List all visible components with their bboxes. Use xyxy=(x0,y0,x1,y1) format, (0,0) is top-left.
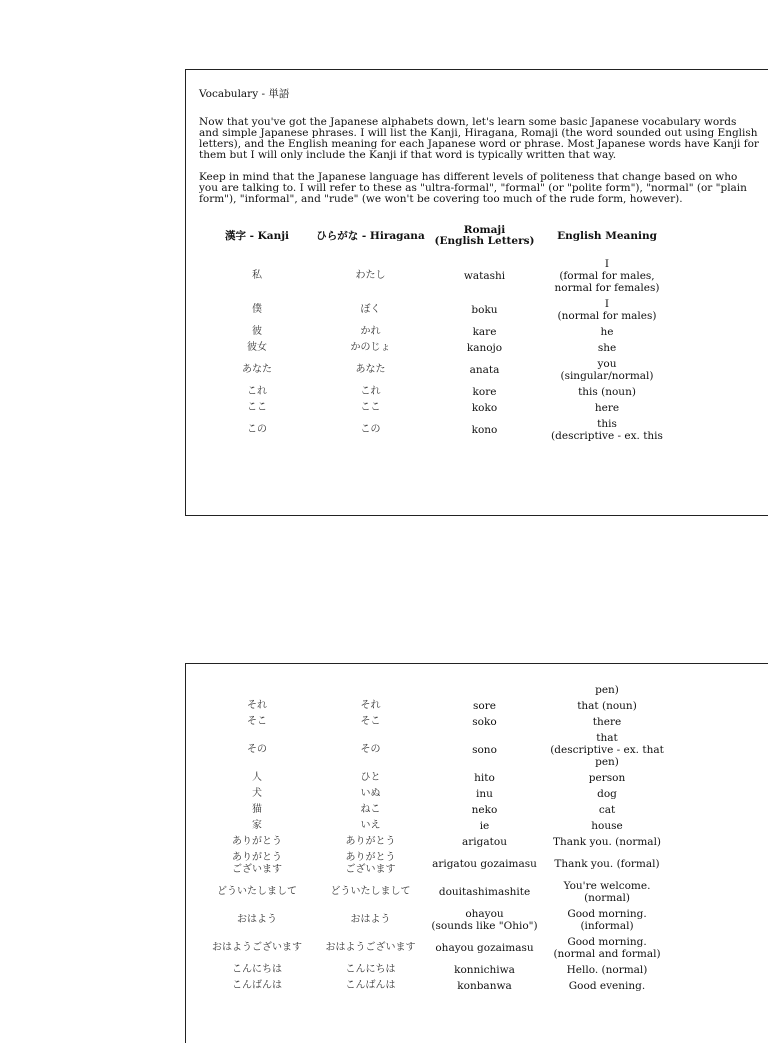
cell-english: dog xyxy=(597,788,617,800)
cell-english: here xyxy=(594,402,620,414)
cell-romaji: soko xyxy=(472,716,497,728)
table-row xyxy=(199,256,671,296)
cell-english: I (formal for males, normal for females) xyxy=(554,258,660,294)
cell-hiragana: こんばんは xyxy=(345,980,396,991)
cell-kanji: ここ xyxy=(247,402,267,413)
table-row xyxy=(199,850,671,878)
table-row xyxy=(199,698,671,714)
cell-english: this (descriptive - ex. this xyxy=(551,418,663,442)
cell-kanji: 猫 xyxy=(252,804,262,815)
table-row xyxy=(199,962,671,978)
cell-english: person xyxy=(588,772,626,784)
table-row xyxy=(199,802,671,818)
cell-english: she xyxy=(597,342,617,354)
vocabulary-table xyxy=(199,216,671,444)
table-row xyxy=(199,770,671,786)
cell-romaji: kore xyxy=(472,386,497,398)
cell-romaji: arigatou xyxy=(462,836,507,848)
cell-hiragana: こんにちは xyxy=(345,964,396,975)
cell-english: Good evening. xyxy=(568,980,646,992)
cell-romaji: hito xyxy=(474,772,495,784)
cell-romaji: anata xyxy=(469,364,500,376)
cell-kanji: 犬 xyxy=(252,788,262,799)
cell-romaji: ohayou (sounds like "Ohio") xyxy=(431,908,538,932)
cell-hiragana: いえ xyxy=(360,820,381,831)
cell-hiragana: この xyxy=(360,424,381,435)
cell-romaji: kare xyxy=(472,326,497,338)
cell-english: I (normal for males) xyxy=(557,298,657,322)
vocabulary-table-body xyxy=(199,256,671,444)
table-row xyxy=(199,400,671,416)
cell-romaji: kono xyxy=(471,424,498,436)
cell-romaji: sono xyxy=(472,744,497,756)
cell-kanji: あなた xyxy=(242,364,272,375)
cell-kanji: こんばんは xyxy=(232,980,282,991)
table-row xyxy=(199,906,671,934)
table-row xyxy=(199,834,671,850)
table-row xyxy=(199,714,671,730)
cell-hiragana: どういたしまして xyxy=(330,886,411,897)
cell-hiragana: かのじょ xyxy=(350,342,391,353)
table-row xyxy=(199,340,671,356)
cell-hiragana: おはようございます xyxy=(325,942,416,953)
cell-hiragana: その xyxy=(360,744,381,755)
cell-kanji: そこ xyxy=(247,716,267,727)
cell-romaji: boku xyxy=(471,304,498,316)
cell-kanji: 人 xyxy=(252,772,262,783)
table-row xyxy=(199,730,671,770)
cell-hiragana: それ xyxy=(360,700,381,711)
cell-hiragana: あなた xyxy=(355,364,386,375)
cell-romaji: neko xyxy=(471,804,498,816)
cell-english: Good morning. (informal) xyxy=(567,908,647,932)
politeness-paragraph: Keep in mind that the Japanese language has different levels of politeness that change based on who you are talking to. I will refer to these as "ultra-formal", "formal" (or "polite form"), "normal" (or "plain form"), "informal", and "rude" (we won't be covering too much of the rude form, however). xyxy=(199,171,747,205)
vocabulary-table-continued xyxy=(199,682,671,994)
carryover-text: pen) xyxy=(595,684,619,696)
cell-romaji: douitashimashite xyxy=(438,886,531,898)
cell-hiragana: わたし xyxy=(355,270,386,281)
cell-hiragana: ありがとう ございます xyxy=(345,852,396,875)
header-english: English Meaning xyxy=(557,229,657,242)
cell-english: cat xyxy=(598,804,616,816)
cell-romaji: sore xyxy=(473,700,496,712)
cell-kanji: これ xyxy=(247,386,267,397)
vocabulary-table-continued-body xyxy=(199,698,671,994)
cell-kanji: ありがとう ございます xyxy=(232,852,282,875)
cell-romaji: koko xyxy=(471,402,498,414)
cell-kanji: ありがとう xyxy=(232,836,282,847)
section-title: Vocabulary - 単語 xyxy=(199,88,290,100)
table-row xyxy=(199,324,671,340)
cell-english: You're welcome. (normal) xyxy=(563,880,651,904)
cell-kanji: こんにちは xyxy=(232,964,282,975)
cell-kanji: 私 xyxy=(252,270,262,281)
cell-english: Hello. (normal) xyxy=(566,964,648,976)
cell-hiragana: ありがとう xyxy=(345,836,396,847)
table-row xyxy=(199,296,671,324)
table-row xyxy=(199,416,671,444)
cell-kanji: 彼女 xyxy=(247,342,267,353)
cell-english: house xyxy=(591,820,623,832)
cell-romaji: watashi xyxy=(463,270,506,282)
table-row xyxy=(199,934,671,962)
header-hiragana: ひらがな - Hiragana xyxy=(316,229,425,242)
cell-kanji: その xyxy=(247,744,267,755)
table-row xyxy=(199,384,671,400)
cell-hiragana: ひと xyxy=(360,772,381,783)
cell-hiragana: かれ xyxy=(360,326,381,337)
table-row xyxy=(199,818,671,834)
cell-romaji: arigatou gozaimasu xyxy=(432,858,537,870)
cell-kanji: おはようございます xyxy=(212,942,302,953)
cell-english: Thank you. (normal) xyxy=(552,836,662,848)
cell-english: this (noun) xyxy=(578,386,636,398)
cell-romaji: ohayou gozaimasu xyxy=(435,942,534,954)
cell-kanji: おはよう xyxy=(237,914,277,925)
table-row xyxy=(199,356,671,384)
cell-english: that (descriptive - ex. that pen) xyxy=(550,732,664,768)
cell-hiragana: ここ xyxy=(360,402,381,413)
cell-hiragana: いぬ xyxy=(360,788,381,799)
document-page-1 xyxy=(185,69,768,516)
cell-english: Good morning. (normal and formal) xyxy=(553,936,661,960)
cell-romaji: inu xyxy=(476,788,493,800)
header-kanji: 漢字 - Kanji xyxy=(224,229,290,242)
cell-romaji: konnichiwa xyxy=(454,964,515,976)
cell-english: you (singular/normal) xyxy=(560,358,654,382)
cell-english: Thank you. (formal) xyxy=(554,858,660,870)
cell-hiragana: ぼく xyxy=(360,304,381,315)
cell-hiragana: おはよう xyxy=(350,914,391,925)
cell-romaji: ie xyxy=(479,820,490,832)
cell-english: he xyxy=(600,326,614,338)
cell-romaji: konbanwa xyxy=(457,980,512,992)
table-row xyxy=(199,878,671,906)
cell-hiragana: そこ xyxy=(360,716,381,727)
cell-kanji: それ xyxy=(247,700,267,711)
cell-english: there xyxy=(592,716,622,728)
intro-paragraph: Now that you've got the Japanese alphabets down, let's learn some basic Japanese vocabulary words and simple Japanese phrases. I will list the Kanji, Hiragana, Romaji (the word sounded out using English letters), and the English meaning for each Japanese word or phrase. Most Japanese words have Kanji for them but I will only include the Kanji if that word is typically written that way. xyxy=(199,116,759,161)
table-row xyxy=(199,978,671,994)
cell-english: that (noun) xyxy=(577,700,637,712)
table-row xyxy=(199,786,671,802)
cell-kanji: 家 xyxy=(252,820,262,831)
cell-kanji: 僕 xyxy=(252,304,262,315)
cell-hiragana: これ xyxy=(360,386,381,397)
document-page-2 xyxy=(185,663,768,1043)
cell-kanji: どういたしまして xyxy=(217,886,297,897)
cell-romaji: kanojo xyxy=(466,342,503,354)
cell-hiragana: ねこ xyxy=(360,804,381,815)
header-romaji: Romaji (English Letters) xyxy=(434,224,535,247)
cell-kanji: この xyxy=(247,424,267,435)
cell-kanji: 彼 xyxy=(252,326,262,337)
